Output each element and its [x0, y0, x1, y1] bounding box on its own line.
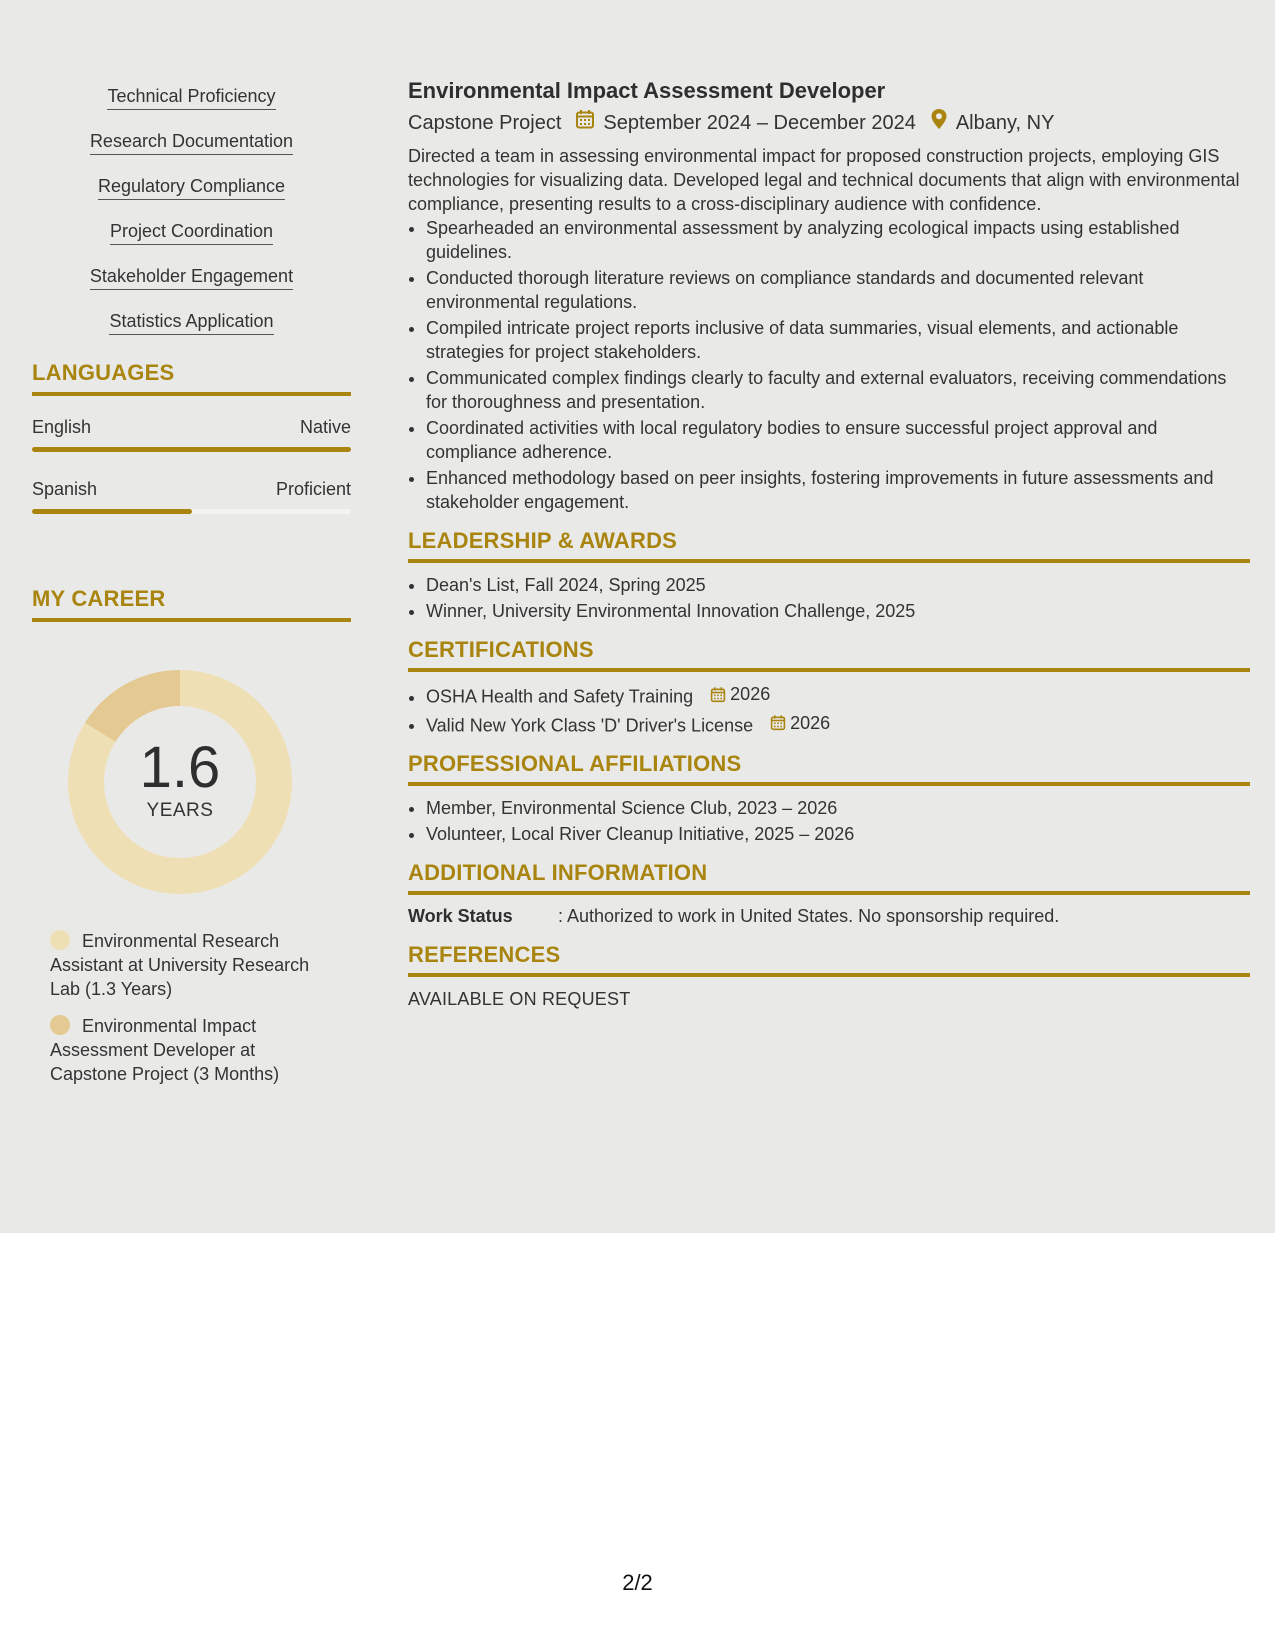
map-pin-icon: [930, 108, 948, 138]
skill-label: Research Documentation: [90, 129, 293, 155]
language-row: [32, 416, 351, 438]
job-location: Albany, NY: [955, 112, 1055, 134]
affiliations-list: [408, 796, 1250, 846]
skill-label: Project Coordination: [110, 219, 273, 245]
language-level-fill: [32, 447, 351, 452]
skill-item: [32, 219, 351, 245]
leadership-item: • Dean's List, Fall 2024, Spring 2025: [426, 573, 1250, 597]
language-level-fill: [32, 509, 192, 514]
affiliation-item: • Volunteer, Local River Cleanup Initiative, 2025 – 2026: [426, 822, 1250, 846]
job-dates: September 2024 – December 2024: [603, 112, 916, 134]
career-donut-chart: [65, 667, 295, 897]
additional-info-section: [408, 860, 1250, 928]
certification-item: [426, 711, 1250, 738]
certification-item: [426, 682, 1250, 709]
skill-item: [32, 84, 351, 110]
languages-heading: LANGUAGES: [32, 360, 351, 396]
affiliation-item: • Member, Environmental Science Club, 2023 – 2026: [426, 796, 1250, 820]
language-level-bar: [32, 447, 351, 452]
career-legend-item: [50, 1014, 330, 1086]
certification-year: 2026: [730, 684, 771, 704]
language-spanish: [32, 478, 351, 514]
job-bullet: • Compiled intricate project reports inclusive of data summaries, visual elements, and actionable strategies for project stakeholders.: [426, 316, 1250, 364]
leadership-heading: LEADERSHIP & AWARDS: [408, 528, 1250, 563]
language-level-bar: [32, 509, 351, 514]
legend-dot: [50, 930, 70, 950]
affiliations-section: [408, 751, 1250, 846]
job-bullet: • Communicated complex findings clearly to faculty and external evaluators, receiving commendations for thoroughness and presentation.: [426, 366, 1250, 414]
work-status-row: [408, 904, 1250, 928]
legend-dot: [50, 1015, 70, 1035]
work-status-value: : Authorized to work in United States. No sponsorship required.: [558, 906, 1060, 926]
additional-info-heading: ADDITIONAL INFORMATION: [408, 860, 1250, 895]
career-legend: [50, 929, 330, 1086]
leadership-section: [408, 528, 1250, 623]
certification-year: 2026: [790, 712, 831, 733]
affiliations-heading: PROFESSIONAL AFFILIATIONS: [408, 751, 1250, 786]
calendar-icon: [770, 714, 786, 731]
skill-item: [32, 129, 351, 155]
sidebar: [32, 84, 351, 1099]
language-english: [32, 416, 351, 452]
certifications-heading: CERTIFICATIONS: [408, 637, 1250, 672]
legend-label: Environmental Impact Assessment Developer at Capstone Project (3 Months): [50, 1016, 280, 1084]
job-bullet: • Spearheaded an environmental assessment by analyzing ecological impacts using established guidelines.: [426, 216, 1250, 264]
job-description: Directed a team in assessing environmental impact for proposed construction projects, employing GIS technologies for visualizing data. Developed legal and technical documents that align with environmental compliance, presenting results to a cross-disciplinary audience with confidence.: [408, 146, 1240, 214]
donut-center: [65, 667, 295, 897]
job-bullet: • Enhanced methodology based on peer insights, fostering improvements in future assessments and stakeholder engagement.: [426, 466, 1250, 514]
skill-item: [32, 264, 351, 290]
leadership-item: • Winner, University Environmental Innovation Challenge, 2025: [426, 599, 1250, 623]
career-total-unit: YEARS: [146, 800, 214, 821]
job-company: Capstone Project: [408, 112, 562, 134]
skill-label: Regulatory Compliance: [98, 174, 285, 200]
calendar-icon: [575, 109, 595, 137]
job-title: Environmental Impact Assessment Developer: [408, 78, 886, 103]
job-meta: [408, 108, 1250, 138]
skills-list: [32, 84, 351, 335]
page-number: 2/2: [622, 1570, 653, 1595]
skill-label: Technical Proficiency: [107, 84, 275, 110]
language-level: Proficient: [275, 479, 351, 499]
career-heading: MY CAREER: [32, 586, 351, 622]
job-bullets: [408, 216, 1250, 514]
skill-label: Stakeholder Engagement: [90, 264, 293, 290]
certification-name: Valid New York Class 'D' Driver's License: [426, 715, 754, 735]
references-text: AVAILABLE ON REQUEST: [408, 989, 631, 1009]
certifications-section: [408, 637, 1250, 737]
job-bullet: • Coordinated activities with local regulatory bodies to ensure successful project approval and compliance adherence.: [426, 416, 1250, 464]
calendar-icon: [710, 686, 726, 703]
skill-item: [32, 309, 351, 335]
certification-date: [770, 711, 830, 735]
leadership-list: [408, 573, 1250, 623]
career-legend-item: [50, 929, 330, 1001]
references-section: [408, 942, 1250, 1010]
job-bullet: • Conducted thorough literature reviews on compliance standards and documented relevant environmental regulations.: [426, 266, 1250, 314]
certification-date: [710, 682, 770, 706]
legend-label: Environmental Research Assistant at University Research Lab (1.3 Years): [50, 931, 310, 999]
certifications-list: [408, 682, 1250, 737]
references-heading: REFERENCES: [408, 942, 1250, 977]
certification-name: OSHA Health and Safety Training: [426, 686, 694, 707]
skill-label: Statistics Application: [109, 309, 273, 335]
language-name: English: [32, 417, 92, 437]
language-level: Native: [299, 417, 351, 437]
work-status-label: Work Status: [408, 906, 513, 926]
skill-item: [32, 174, 351, 200]
career-total-value: 1.6: [139, 735, 221, 800]
language-row: [32, 478, 351, 500]
language-name: Spanish: [32, 479, 98, 499]
main-content: [408, 76, 1250, 1010]
